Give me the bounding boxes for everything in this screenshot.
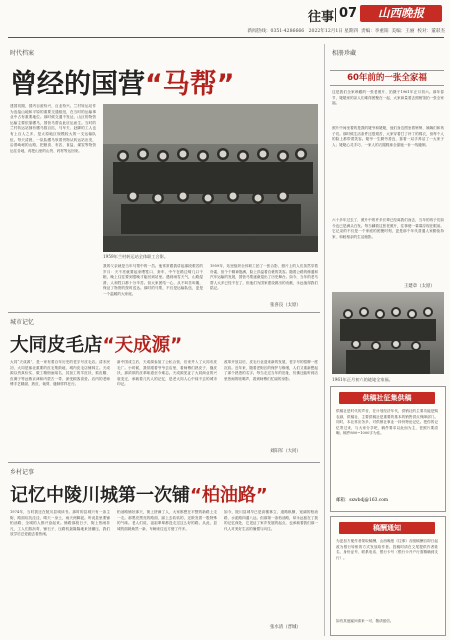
- section-label-village: 乡村记事: [10, 469, 35, 476]
- email-address[interactable]: sxwbdj@163.com: [349, 498, 389, 503]
- family-photo-illustration: [332, 292, 444, 374]
- hotline: 新闻热线：0351-4286666: [247, 29, 305, 34]
- article-1-intro: 建国初期，国内百废待兴，百业待兴。兰村转运站作为连接山地和平原的重要交通枢纽，在当时的运输事业中占有重要地位。那时候交通不发达，山区的物资运输主要依靠骡马，国营马帮由此应运而生。当时的兰村转运站拥有骡马数百匹，马车夫、赶脚的工人也有上百人之多，是太原地区规模较大的一支运输队伍。每天清晨，一队队骡马驮着货物从转运站出发，沿着崎岖的山路，把粮食、布匹、食盐、煤炭等物资运往各地，再把山里的山货、药材等运回来。: [10, 104, 96, 153]
- notice-2-title: 稿酬通知: [373, 524, 401, 532]
- page-number: 07: [339, 6, 358, 21]
- article-2-title-main: 大同皮毛店: [10, 335, 103, 356]
- article-3-title: [10, 481, 268, 507]
- article-1-col-3: 1959年，站里组织全体职工拍了一张合影，照片上的人们虽然穿着朴素，但个个精神饱满，脸上洋溢着自豪的笑容。随着公路的修通和汽车运输的发展，国营马帮逐渐退出了历史舞台。如今，当年的老马帮人大多已经不在了，但他们为国家建设做出的贡献，永远值得我们铭记。: [210, 264, 318, 291]
- article-4-para-2: 照片中间坐着的是我的姥爷和姥姥，他们身边围坐着舅舅、姨姨们和孩子们。那时候生活条件还很艰苦，大家穿着打了补丁的棉衣，但每个人的脸上都带着笑容。姥爷一生勤劳善良，靠着一双手养活了一大家子人；姥姥心灵手巧，一家人的衣服鞋袜全靠她一针一线缝制。: [332, 126, 444, 147]
- article-2-col-3: 改革开放以后，皮毛行业迎来新的发展，老字号的招牌一度沉寂。近年来，随着老街区的保护与修缮，人们又重新想起了那个熟悉的名字。每当走过当年的旧址，仿佛还能听到店里热闹的吆喝声，看到师傅们忙碌的身影。: [224, 360, 318, 381]
- article-1-author: 张喜良（太原）: [270, 303, 301, 308]
- masthead-info: [155, 28, 445, 34]
- paper-logo: [360, 5, 442, 22]
- article-4-para-1: 这是我们全家珍藏的一张老照片，拍摄于1961年正月初六。那年春节，姥姥家的亲人们难得团聚在一起，大家商量着去照相馆拍一张全家福。: [332, 90, 444, 106]
- article-1-photo-caption: 1959年兰村转运站全体职工合影。: [103, 254, 169, 259]
- article-3-author: 张水清（晋城）: [270, 625, 301, 630]
- article-1-photo: [103, 104, 318, 252]
- article-3-title-main: 记忆中陵川城第一次铺: [10, 485, 190, 506]
- article-3-title-quote: “柏油路”: [190, 485, 268, 506]
- masthead-rule: [8, 37, 444, 38]
- issue-date: 2022年12月1日 星期四: [308, 29, 359, 34]
- article-1-title: [10, 62, 235, 101]
- notice-supply-coop: [330, 386, 446, 512]
- article-2-col-1: 大同“天成源”，是一家有着百年历史的老字号皮毛店。清末民初，大同是塞北重要的皮毛集散地，城内皮毛店铺林立。天成源以货真价实、做工精细而闻名，其加工的羊皮袄、狐皮帽、皮褥子等远销京津和内蒙古一带，深受顾客喜爱。店内的老师傅手艺精湛，熟皮、裁剪、缝制样样在行。: [10, 360, 110, 387]
- article-4-photo: [332, 292, 444, 374]
- section-name: 往事: [308, 10, 335, 25]
- notice-2-header: [339, 522, 435, 534]
- article-1-title-main: 曾经的国营: [10, 69, 145, 100]
- article-3-col-1: 1974年，当时我还在陵川县城读书。那时的县城只有一条主街，路面坑坑洼洼，晴天一身土，雨天两脚泥。听说县里要铺柏油路，全城的人都兴奋起来。铺路那段日子，街上热闹非凡，工人们熬沥青、铺石子、压路机轰隆隆地来回碾压，我们放学后总爱跑去看热闹。: [10, 510, 110, 537]
- article-4-author: 王建章（太原）: [404, 284, 435, 289]
- article-4-para-3: 六十多年过去了，照片中的许多长辈已经离我们而去，当年的孩子们如今也已是满头白发。每当翻看这张老照片，往事便一幕幕浮现在眼前。它记录的不仅是一个家庭的团聚时刻，更是那个年代普通人家勤俭持家、和睦相亲的生活缩影。: [332, 218, 444, 239]
- designer: 美编：王丽: [391, 29, 415, 34]
- article-3-col-2: 柏油路铺好那天，街上挤满了人，大家都想在平整的新路上走一走。那黑亮黑亮的路面，踩上去软软的，还散发着一股特殊的气味。老人们说，祖祖辈辈都没走过这么好的路。从此，县城的面貌焕然一新，车辆来往也方便了许多。: [117, 510, 217, 531]
- masthead: [0, 0, 450, 44]
- section-label-city: 城市记忆: [10, 319, 35, 326]
- article-1-title-quote: “马帮”: [145, 69, 235, 100]
- email-label: 邮箱：: [336, 498, 350, 503]
- notice-payment: [330, 516, 446, 636]
- proofreader: 校对：董彩杰: [417, 29, 445, 34]
- article-4-photo-caption: 1961年正月初六的姥姥全家福。: [332, 377, 393, 382]
- article-2-title-quote: “天成源”: [102, 335, 183, 356]
- notice-1-header: [339, 392, 435, 404]
- notice-2-closing: 如有其他疑问请来一可，敬请留信。: [336, 619, 394, 623]
- article-4-title-bar: [330, 70, 444, 86]
- paper-name: 山西晚报: [378, 6, 424, 20]
- article-3-col-3: 如今，陵川县城早已是高楼林立、道路纵横，宽阔的柏油路、水泥路四通八达。但那第一条柏油路，却永远留在了我的记忆深处，它见证了家乡发展的起点，也承载着我们那一代人对美好生活的憧憬与向往。: [224, 510, 318, 531]
- section-divider: [335, 8, 336, 22]
- notice-2-body: 为更加方便作者领取稿酬，山西晚报《往事》各版稿酬自即日起改为银行转账的方式发放给作者。投稿时请在文尾提供作者姓名、身份证号、联系电话、银行卡号（银行卡开户行需精确到支行）。: [336, 539, 438, 560]
- notice-1-body: 供稿社是时代的声音，在计划经济年代，供销社的主要功能是购农副，供稿社，主要供稿社是重要的基本的销售供点保障部门。同时，本社常应务多，对供销社事业一持份特论记忆。把你的记忆寄过来，与大家分享吧，稿件要求以此而为主，老照片要清晰。稿件800~1000字为佳。: [336, 409, 438, 436]
- article-2-col-2: 新中国成立后，天成源参加了公私合营，后来并入了大同市皮毛厂。小时候，我常跟着爷爷去店里，看师傅们熟皮子、缝皮袄，那浓浓的皮革味道至今难忘。天成源见证了大同商业的兴衰变迁，承载着几代人的记忆，是老大同人心中抹不去的城市印记。: [117, 360, 217, 387]
- article-2-title: [10, 331, 182, 357]
- editor: 责编：李重阳: [361, 29, 389, 34]
- group-photo-illustration: [103, 104, 318, 252]
- article-4-title: 60年前的一张全家福: [347, 73, 427, 83]
- article-1-rule: [8, 312, 320, 313]
- article-2-author: 刘阳军（大同）: [270, 449, 301, 454]
- notice-1-email-line: [336, 497, 388, 503]
- notice-1-title: 供稿社征集供稿: [362, 394, 412, 402]
- article-1-col-2: 我的父亲就是当年马帮中的一员。他常常跟我讲起那段艰苦的岁月：天不亮就要起来喂牲口、套车，中午在路边啃几口干粮，晚上往往要到很晚才能回到站里。遇到雨雪天气，山路湿滑，人和牲口都十分辛苦。但大家团结一心，从不叫苦叫累，保证了物资的按时送达。那时的马帮，不仅是运输队伍，更是一个温暖的大家庭。: [103, 264, 203, 296]
- section-label-album: 相册珍藏: [332, 50, 357, 57]
- section-label-archive: 时代档案: [10, 50, 35, 57]
- article-2-rule: [8, 462, 320, 463]
- column-divider: [324, 44, 325, 636]
